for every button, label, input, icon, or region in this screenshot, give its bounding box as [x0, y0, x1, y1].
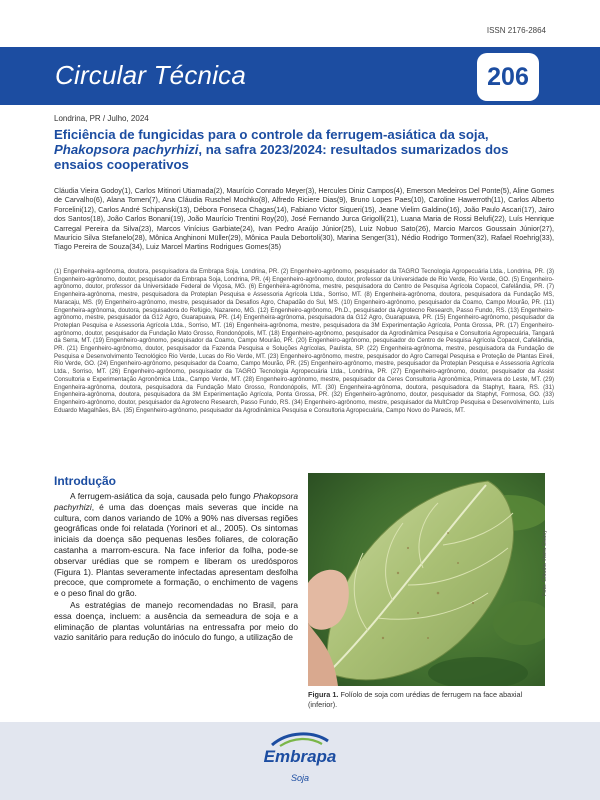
intro-paragraph-2: As estratégias de manejo recomendadas no Brasil, para essa doença, incluem: a ausência da semeadura de soja e a eliminação de plantas voluntárias na entressafra por meio do vazio sanitário para redução do inóculo do fungo, a utilização de: [54, 599, 298, 643]
logo-unit: Soja: [290, 773, 309, 783]
series-title: Circular Técnica: [55, 60, 247, 90]
intro-p1-start: A ferrugem-asiática da soja, causada pelo fungo: [70, 491, 254, 501]
logo-text: Embrapa: [263, 747, 337, 766]
affiliations: (1) Engenheira-agrônoma, doutora, pesquisadora da Embrapa Soja, Londrina, PR. (2) Engenheiro-agrônomo, pesquisador da TAGRO Tecnologia Agropecuária Ltda., Londrina, PR. (3) Engenheiro-agrônomo, doutor, pesquisador da Embrapa Soja, Londrina, PR. (4) Engenheiro-agrônomo, doutor, professor da Universidade de Rio Verde, Rio Verde, GO. (5) Engenheiro-agrônomo, doutor, professor da Universidade Federal de Viçosa, MG. (6) Engenheira-agrônoma, mestre, pesquisadora do Centro de Pesquisa Agrícola Copacol, Cafelândia, PR. (7) Engenheira-agrônoma, mestre, pesquisadora da Proteplan Pesquisa e Assessoria Agrícola Ltda., Sorriso, MT. (8) Engenheira-agrônoma, doutora, pesquisadora da Fundação MS, Maracaju, MS. (9) Engenheiro-agrônomo, mestre, pesquisador da Desafios Agro, Chapadão do Sul, MS. (10) Engenheiro-agrônomo, pesquisador da Coamo, Campo Mourão, PR. (11) Engenheira-agrônoma, doutora, pesquisadora do Refúgio, Nazareno, MG. (12) Engenheiro-agrônomo, Ph.D., pesquisador da Agrotecno Research, Passo Fundo, RS. (13) Engenheiro-agrônomo, mestre, pesquisador da G12 Agro, Guarapuava, PR. (14) Engenheira-agrônoma, pesquisadora da G12 Agro, Guarapuava, PR. (15) Engenheiro-agrônomo, pesquisador da Proteplan Pesquisa e Assessoria Agrícola Ltda., Sorriso, MT. (16) Engenheira-agrônoma, mestre, pesquisadora da 3M Experimentação Agrícola, Ponta Grossa, PR. (17) Engenheiro-agrônomo, doutor, pesquisador da Fundação Mato Grosso, Rondonópolis, MT. (18) Engenheiro-agrônomo, pesquisador da Agrodinâmica Pesquisa e Consultoria Agropecuária, Tangará da Serra, MT. (19) Engenheiro-agrônomo, pesquisador da Coamo, Campo Mourão, PR. (20) Engenheiro-agrônomo, pesquisador do Centro de Pesquisa Agrícola Copacol, Cafelândia, PR. (21) Engenheiro-agrônomo, doutor, pesquisador da Fazenda Pesquisa e Soluções Agrícolas, Paulista, SP. (22) Engenheira-agrônoma, mestre, pesquisadora da Fundação de Pesquisa e Desenvolvimento Tecnológico Rio Verde, Lucas do Rio Verde, MT. (23) Engenheiro-agrônomo, mestre, pesquisador do Agro Carregal Pesquisa e Proteção de Plantas Eireli, Rio Verde, GO. (24) Engenheiro-agrônomo, pesquisador da Coamo, Campo Mourão, PR. (25) Engenheiro-agrônomo, mestre, pesquisador da Proteplan Pesquisa e Assessoria Agrícola Ltda., Sorriso, MT. (26) Engenheiro-agrônomo, pesquisador da TAGRO Tecnologia Agropecuária Ltda., Londrina, PR. (27) Engenheiro-agrônomo, doutor, pesquisador da Assist Consultoria e Experimentação Agronômica Ltda., Campo Verde, MT. (28) Engenheiro-agrônomo, mestre, pesquisador da Ceres Consultoria Agronômica, Primavera do Leste, MT. (29) Engenheira-agrônoma, doutora, pesquisadora da Fundação Mato Grosso, Rondonópolis, MT. (30) Engenheira-agrônoma, doutora, pesquisadora da Staphyt, Itaara, RS. (31) Engenheira-agrônoma, doutora, pesquisadora da 3M Experimentação Agrícola, Ponta Grossa, PR. (32) Engenheiro-agrônomo, doutor, pesquisador da Staphyt, Formosa, GO. (33) Engenheiro-agrônomo, doutor, pesquisador da Agrotecno Research, Passo Fundo, RS. (34) Engenheiro-agrônomo, mestre, pesquisador da MultCrop Pesquisa e Desenvolvimento, Luís Eduardo Magalhães, BA. (35) Engenheiro-agrônomo, pesquisador da Agrodinâmica Pesquisa e Consultoria Agropecuária, Campo Novo do Parecis, MT.: [54, 268, 554, 414]
intro-p1-rest: , é uma das doenças mais severas que incide na cultura, com danos variando de 10% a 90% nas diversas regiões geográficas onde foi relatada (Yorinori et al., 2005). Os sintomas iniciais da doença são pequenas lesões foliares, de coloração castanha a marrom-escura. Na face inferior da folha, pode-se observar urédias que se rompem e liberam os uredósporos (Figura 1). Plantas severamente infectadas apresentam desfolha precoce, que compromete a formação, o enchimento de vagens e o peso final do grão.: [54, 501, 298, 599]
intro-p1-species: Phakopsora pachyrhizi: [54, 491, 298, 512]
issn-number: ISSN 2176-2864: [486, 26, 546, 35]
section-heading-introducao: Introdução: [54, 474, 116, 488]
figure-caption: [308, 690, 548, 709]
title-species: Phakopsora pachyrhizi: [54, 142, 199, 157]
photo-credit: Foto: Cláudia Vieira Godoy: [542, 530, 548, 596]
document-title: [54, 127, 514, 172]
figure-soy-leaf-photo: [308, 473, 545, 686]
title-part-1: Eficiência de fungicidas para o controle da ferrugem-asiática da soja,: [54, 127, 489, 142]
figure-label: Figura 1.: [308, 690, 339, 699]
place-date: Londrina, PR / Julho, 2024: [54, 114, 149, 123]
figure-caption-text: Folíolo de soja com urédias de ferrugem na face abaxial (inferior).: [308, 690, 523, 709]
author-list: Cláudia Vieira Godoy(1), Carlos Mitinori Utiamada(2), Maurício Conrado Meyer(3), Hercules Diniz Campos(4), Emerson Medeiros Del Ponte(5), Aline Gomes de Carvalho(6), Alana Tomen(7), Ana Cláudia Ruschel Mochko(8), Alfredo Riciere Dias(9), Bruno Lopes Paes(10), Caroline Hawerroth(11), Carlos Alberto Forcelini(12), Carlos André Schipanski(13), Débora Fonseca Chagas(14), Fabiano Victor Siqueri(15), Jeane Vielim Galdino(16), João Paulo Ascari(17), Jairo dos Santos(18), João Carlos Bonani(19), João Maurício Trentini Roy(20), José Fernando Jurca Grigolli(21), Luana Maria de Rossi Belufi(22), Luís Henrique Carregal Pereira da Silva(23), Marcos Vinícius Garbiate(24), Ivan Pedro Araújo Júnior(25), Luiz Nobuo Sato(26), Marcio Marcos Goussain Júnior(27), Maurício Silva Stefanelo(28), Mônica Anghinoni Müller(29), Mônica Paula Debortoli(30), Marina Senger(31), Nédio Rodrigo Tormen(32), Rafael Roehrig(33), Tiago Pereira de Souza(34), Luiz Marcel Martins Rodrigues Gomes(35): [54, 186, 554, 252]
intro-body: [54, 491, 298, 644]
logo-swoosh-icon: [258, 729, 342, 749]
intro-paragraph-1: [54, 491, 298, 599]
issue-number: 206: [487, 63, 529, 91]
embrapa-logo: [258, 727, 342, 787]
title-part-2: , na safra 2023/2024: resultados sumarizados dos ensaios cooperativos: [54, 142, 509, 172]
soy-leaf-illustration: [308, 473, 545, 686]
